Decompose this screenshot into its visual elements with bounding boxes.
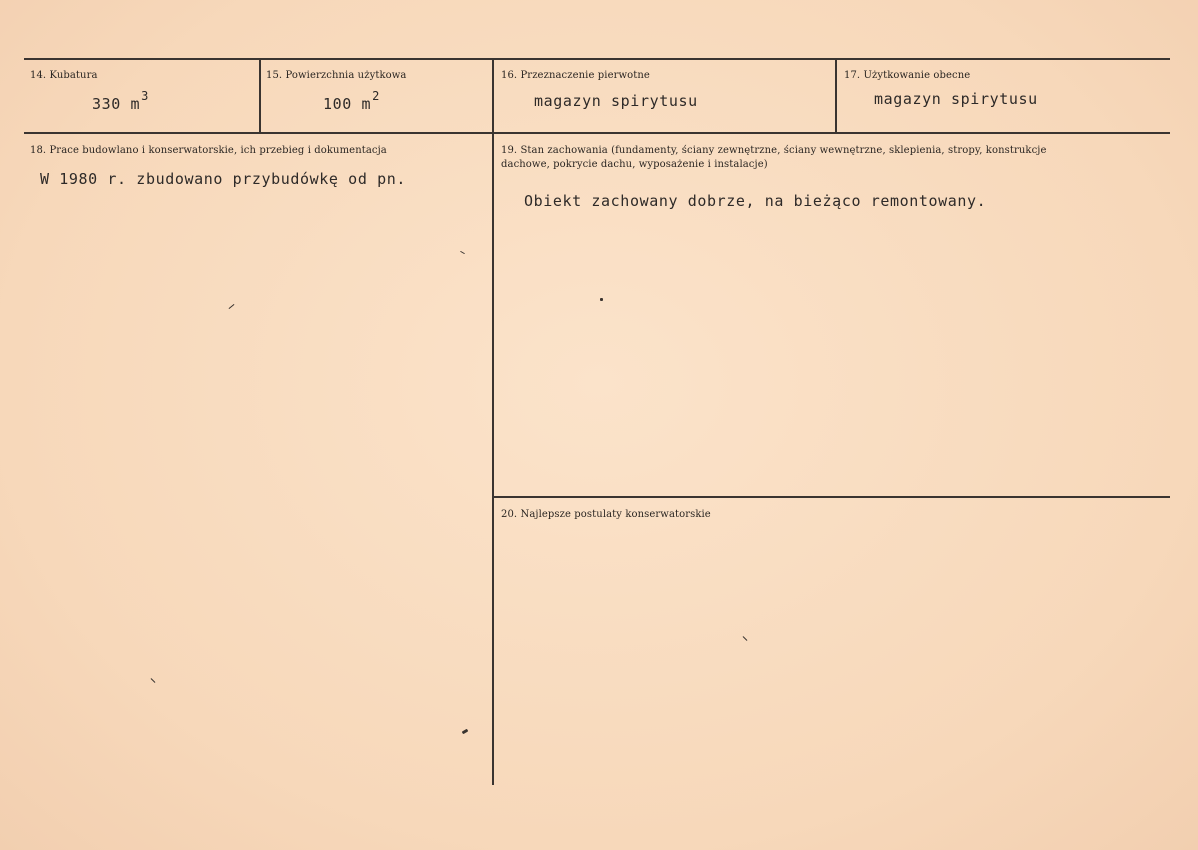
- divider-15-16: [492, 59, 494, 133]
- paper-speck: [462, 729, 469, 735]
- top-rule: [24, 58, 1170, 60]
- row-rule-20: [494, 496, 1170, 498]
- powierzchnia-value: 100 $m^2$: [323, 89, 380, 113]
- divider-main: [492, 133, 494, 785]
- stan-zachowania-label-line2: dachowe, pokrycie dachu, wyposażenie i instalacje): [501, 159, 768, 170]
- prace-label: 18. Prace budowlano i konserwatorskie, ich przebieg i dokumentacja: [30, 145, 387, 156]
- paper-speck: [600, 298, 603, 301]
- postulaty-label: 20. Najlepsze postulaty konserwatorskie: [501, 509, 711, 520]
- divider-16-17: [835, 59, 837, 133]
- paper-speck: [743, 636, 748, 641]
- paper-speck: [228, 304, 234, 309]
- uzytkowanie-value: magazyn spirytusu: [874, 90, 1038, 108]
- divider-14-15: [259, 59, 261, 133]
- uzytkowanie-label: 17. Użytkowanie obecne: [844, 70, 971, 81]
- stan-zachowania-value: Obiekt zachowany dobrze, na bieżąco remontowany.: [524, 192, 987, 210]
- przeznaczenie-label: 16. Przeznaczenie pierwotne: [501, 70, 650, 81]
- paper-speck: [151, 678, 156, 683]
- przeznaczenie-value: magazyn spirytusu: [534, 92, 698, 110]
- paper-speck: [460, 251, 465, 254]
- prace-value: W 1980 r. zbudowano przybudówkę od pn.: [40, 170, 406, 188]
- powierzchnia-label: 15. Powierzchnia użytkowa: [266, 70, 407, 81]
- stan-zachowania-label-line1: 19. Stan zachowania (fundamenty, ściany zewnętrzne, ściany wewnętrzne, sklepienia, stropy, konstrukcje: [501, 145, 1047, 156]
- row-rule-1: [24, 132, 1170, 134]
- kubatura-label: 14. Kubatura: [30, 70, 98, 81]
- kubatura-value: 330 $m^3$: [92, 89, 149, 113]
